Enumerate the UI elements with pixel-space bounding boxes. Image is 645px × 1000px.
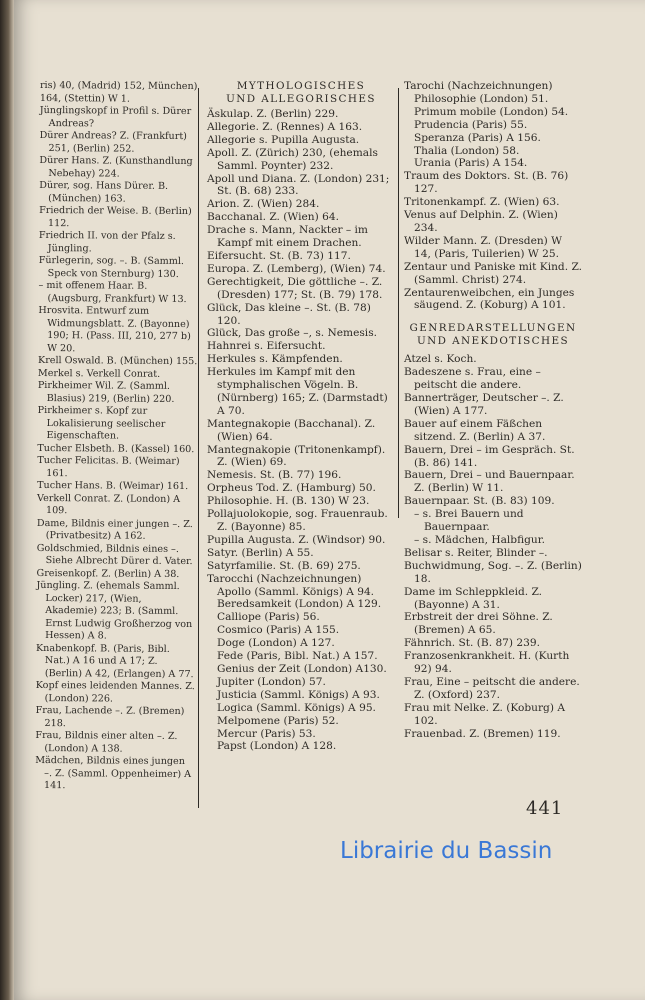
index-entry: Hahnrei s. Eifersucht. (207, 340, 326, 353)
index-entry: Mantegnakopie (Tritonenkampf). Z. (Wien) 69. (207, 443, 386, 469)
column-divider (398, 88, 399, 518)
index-subentry: Cosmico (Paris) A 155. (217, 624, 340, 637)
index-entry: Jüngling. Z. (ehemals Samml. Locker) 217, (Wien, Akademie) 223; B. (Samml. Ernst Ludwig Großherzog von Hessen) A 8. (36, 579, 193, 642)
index-entry: Wilder Mann. Z. (Dresden) W 14, (Paris, Tuilerien) W 25. (404, 234, 563, 260)
index-entry: Bannerträger, Deutscher –. Z. (Wien) A 177. (404, 392, 564, 417)
index-entry: Friedrich der Weise. B. (Berlin) 112. (39, 204, 192, 229)
index-entry: Apoll und Diana. Z. (London) 231; St. (B. 68) 233. (207, 172, 390, 198)
index-entry: Frau, Lachende –. Z. (Bremen) 218. (35, 704, 185, 729)
index-entry: Bacchanal. Z. (Wien) 64. (207, 211, 339, 224)
index-entry: Krell Oswald. B. (München) 155. (38, 354, 198, 368)
index-subentry: Calliope (Paris) 56. (217, 611, 320, 624)
index-column-right (404, 80, 582, 741)
index-subentry: Justicia (Samml. Königs) A 93. (217, 688, 380, 701)
index-entry: Eifersucht. St. (B. 73) 117. (207, 249, 351, 262)
section-heading-line: UND ANEKDOTISCHES (417, 335, 569, 348)
index-entry: Glück, Das kleine –. St. (B. 78) 120. (207, 301, 371, 327)
index-subentry: Urania (Paris) A 154. (414, 157, 528, 170)
index-entry: Friedrich II. von der Pfalz s. Jüngling. (38, 229, 176, 254)
index-entry: Erbstreit der drei Söhne. Z. (Bremen) A 65. (404, 611, 553, 637)
watermark: Librairie du Bassin (340, 838, 553, 864)
section-heading-line: MYTHOLOGISCHES (236, 80, 366, 92)
index-entry: Dame, Bildnis einer jungen –. Z. (Privatbesitz) A 162. (36, 517, 193, 542)
index-entry: Bauern, Drei – und Bauernpaar. Z. (Berlin) W 11. (404, 469, 575, 495)
index-entry: Frauenbad. Z. (Bremen) 119. (404, 727, 561, 740)
index-entry: Buchwidmung, Sog. –. Z. (Berlin) 18. (404, 559, 582, 585)
index-entry: Frau mit Nelke. Z. (Koburg) A 102. (404, 701, 565, 727)
index-entry: Bauernpaar. St. (B. 83) 109. (404, 495, 555, 508)
index-entry: Satyr. (Berlin) A 55. (207, 546, 314, 559)
index-entry: Allegorie. Z. (Rennes) A 163. (207, 120, 363, 133)
index-subentry: Philosophie (London) 51. (414, 92, 549, 105)
index-entry: Orpheus Tod. Z. (Hamburg) 50. (207, 482, 376, 495)
section-heading-genre (404, 322, 582, 348)
index-entry: Apoll. Z. (Zürich) 230, (ehemals Samml. Poynter) 232. (207, 146, 378, 172)
index-subentry: Fede (Paris, Bibl. Nat.) A 157. (217, 650, 378, 663)
index-subentry: Speranza (Paris) A 156. (414, 131, 541, 144)
index-entry: Belisar s. Reiter, Blinder –. (404, 546, 548, 559)
index-subentry: Apollo (Samml. Königs) A 94. (217, 585, 375, 598)
index-entry: Tritonenkampf. Z. (Wien) 63. (404, 196, 560, 209)
index-entry: Traum des Doktors. St. (B. 76) 127. (404, 170, 569, 196)
index-entry: Satyrfamilie. St. (B. 69) 275. (207, 559, 361, 572)
index-entry: Glück, Das große –, s. Nemesis. (207, 327, 377, 340)
index-entry: Goldschmied, Bildnis eines –. Siehe Albrecht Dürer d. Vater. (36, 542, 193, 568)
index-entry: Fürlegerin, sog. –. B. (Samml. Speck von Sternburg) 130. (38, 254, 185, 280)
index-entry: – mit offenem Haar. B. (Augsburg, Frankfurt) W 13. (38, 279, 187, 305)
index-entry: Pirkheimer Wil. Z. (Samml. Blasius) 219, (Berlin) 220. (37, 379, 175, 405)
index-subentry: Beredsamkeit (London) A 129. (217, 598, 382, 611)
index-subentry: Papst (London) A 128. (217, 740, 337, 753)
index-entry: Europa. Z. (Lemberg), (Wien) 74. (207, 262, 386, 275)
index-subheading: Tarochi (Nachzeichnungen) (404, 80, 553, 92)
index-subentry: Jupiter (London) 57. (217, 675, 326, 688)
index-column-left (35, 80, 200, 794)
index-entry: Atzel s. Koch. (404, 353, 477, 366)
index-entry: Bauern, Drei – im Gespräch. St. (B. 86) 141. (404, 443, 575, 469)
index-entry: Frau, Eine – peitscht die andere. Z. (Oxford) 237. (404, 675, 580, 701)
index-entry: Tucher Hans. B. (Weimar) 161. (37, 479, 189, 493)
page-number: 441 (526, 798, 564, 819)
index-entry: Fähnrich. St. (B. 87) 239. (404, 637, 541, 650)
index-column-middle (207, 80, 395, 753)
index-subentry: Prudencia (Paris) 55. (414, 118, 528, 131)
index-entry: Äskulap. Z. (Berlin) 229. (207, 108, 339, 120)
index-entry: Zentaur und Paniske mit Kind. Z. (Samml. Christ) 274. (404, 260, 582, 286)
index-entry: Venus auf Delphin. Z. (Wien) 234. (404, 209, 558, 234)
index-entry: Allegorie s. Pupilla Augusta. (207, 133, 360, 146)
index-subentry: Melpomene (Paris) 52. (217, 714, 339, 727)
index-entry: 164, (Stettin) W 1. (39, 92, 130, 105)
index-entry: Kopf eines leidenden Mannes. Z. (London) 226. (35, 679, 195, 705)
index-entry: Arion. Z. (Wien) 284. (207, 198, 320, 211)
index-entry: Tucher Felicitas. B. (Weimar) 161. (37, 454, 180, 479)
index-entry: Philosophie. H. (B. 130) W 23. (207, 495, 370, 508)
index-entry: Verkell Conrat. Z. (London) A 109. (37, 492, 181, 517)
index-entry: Dürer Hans. Z. (Kunsthandlung Nebehay) 224. (39, 154, 193, 180)
index-entry: Gerechtigkeit, Die göttliche –. Z. (Dresden) 177; St. (B. 79) 178. (207, 275, 383, 301)
index-entry: Zentaurenweibchen, ein Junges säugend. Z. (Koburg) A 101. (404, 286, 575, 312)
index-entry: ris) 40, (Madrid) 152, München) (39, 80, 198, 93)
index-subentry: Mercur (Paris) 53. (217, 727, 316, 740)
index-entry: Pollajuolokopie, sog. Frauenraub. Z. (Bayonne) 85. (207, 508, 388, 533)
index-entry: Badeszene s. Frau, eine – peitscht die andere. (404, 366, 541, 392)
index-subentry: – s. Mädchen, Halbfigur. (414, 534, 546, 546)
index-subentry: Logica (Samml. Königs) A 95. (217, 701, 376, 714)
section-heading-line: GENREDARSTELLUNGEN (409, 322, 577, 335)
index-entry: Greisenkopf. Z. (Berlin) A 38. (36, 567, 180, 580)
index-entry: Knabenkopf. B. (Paris, Bibl. Nat.) A 16 und A 17; Z. (Berlin) A 42, (Erlangen) A 77. (35, 642, 194, 680)
index-entry: Dame im Schleppkleid. Z. (Bayonne) A 31. (404, 585, 543, 611)
index-entry: Herkules s. Kämpfenden. (207, 353, 343, 366)
section-heading-mythological (207, 80, 395, 106)
index-entry: Frau, Bildnis einer alten –. Z. (London) A 138. (35, 729, 178, 755)
index-entry: Nemesis. St. (B. 77) 196. (207, 469, 342, 482)
index-entry: Herkules im Kampf mit den stymphalischen Vögeln. B. (Nürnberg) 165; Z. (Darmstadt) A 70. (207, 366, 388, 417)
column-divider (198, 88, 199, 808)
index-entry: Merkel s. Verkell Conrat. (37, 367, 161, 380)
index-entry: Drache s. Mann, Nackter – im Kampf mit einem Drachen. (207, 224, 368, 250)
index-entry: Franzosenkrankheit. H. (Kurth 92) 94. (404, 650, 570, 676)
index-entry: Bauer auf einem Fäßchen sitzend. Z. (Berlin) A 37. (404, 417, 546, 443)
index-subheading: Tarocchi (Nachzeichnungen) (207, 572, 362, 585)
index-entry: Mädchen, Bildnis eines jungen –. Z. (Samml. Oppenheimer) A 141. (35, 754, 192, 792)
index-subentry: Genius der Zeit (London) A130. (217, 662, 387, 675)
book-spine-shadow (0, 0, 14, 1000)
index-entry: Dürer Andreas? Z. (Frankfurt) 251, (Berlin) 252. (39, 129, 187, 155)
index-subentry: – s. Brei Bauern und Bauernpaar. (414, 508, 524, 534)
index-entry: Jünglingskopf in Profil s. Dürer Andreas? (39, 104, 192, 129)
index-entry: Pupilla Augusta. Z. (Windsor) 90. (207, 533, 386, 546)
index-entry: Hrosvita. Entwurf zum Widmungsblatt. Z. (Bayonne) 190; H. (Pass. III, 210, 277 b) W 20. (38, 304, 191, 354)
index-subentry: Doge (London) A 127. (217, 637, 335, 650)
section-heading-line: UND ALLEGORISCHES (226, 93, 376, 105)
index-subentry: Primum mobile (London) 54. (414, 105, 569, 118)
index-entry: Mantegnakopie (Bacchanal). Z. (Wien) 64. (207, 417, 376, 443)
index-entry: Pirkheimer s. Kopf zur Lokalisierung seelischer Eigenschaften. (37, 404, 166, 442)
index-entry: Tucher Elsbeth. B. (Kassel) 160. (37, 442, 195, 455)
index-subentry: Thalia (London) 58. (414, 144, 520, 157)
index-entry: Dürer, sog. Hans Dürer. B. (München) 163. (39, 179, 169, 205)
